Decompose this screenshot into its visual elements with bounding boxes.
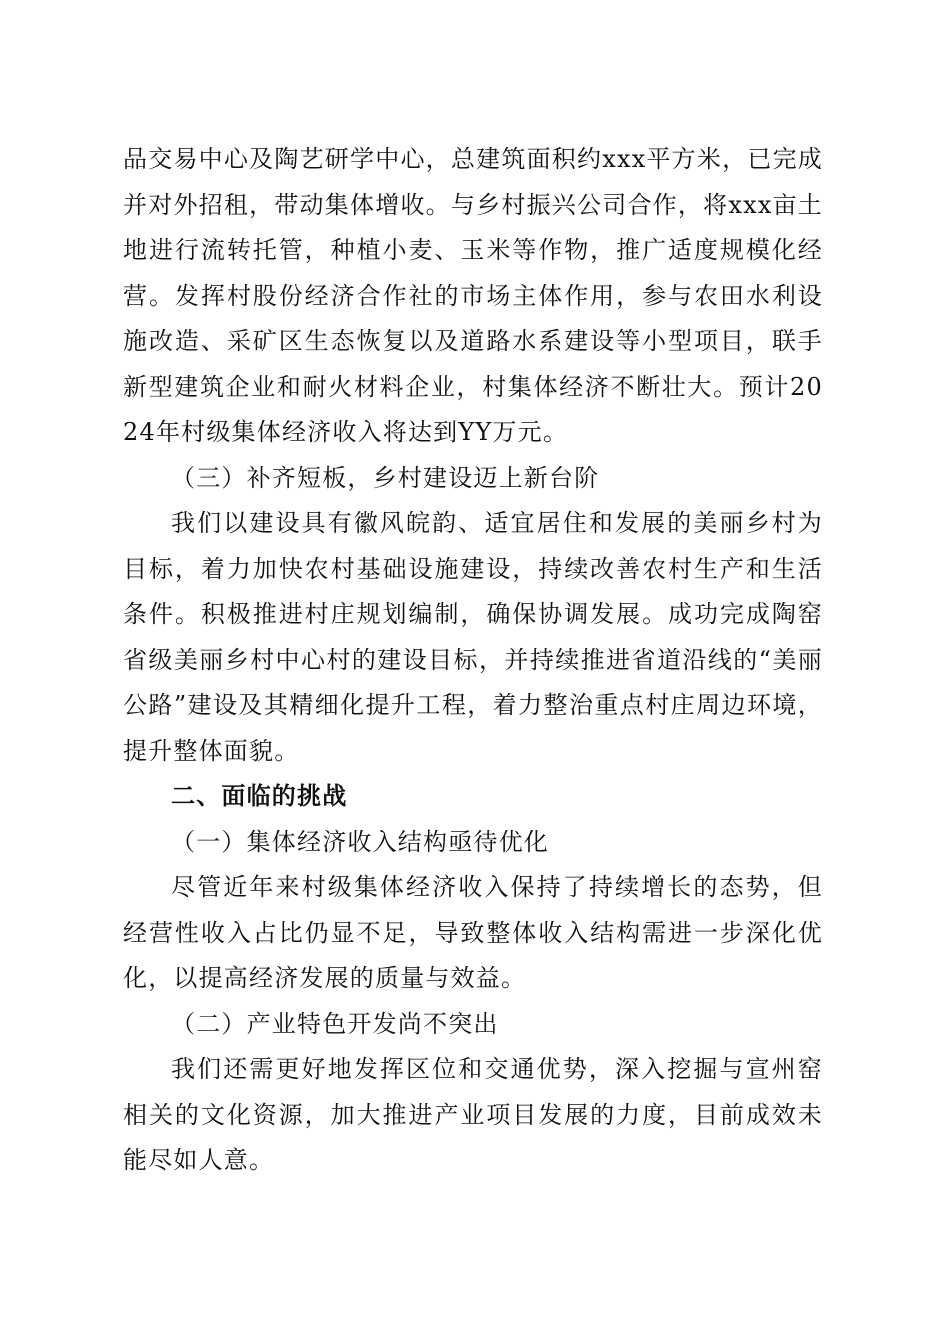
paragraph-income-structure: 尽管近年来村级集体经济收入保持了持续增长的态势，但经营性收入占比仍显不足，导致整体收入结构需进一步深化优化，以提高经济发展的质量与效益。 [123, 873, 823, 992]
subheading-rural-construction: （三）补齐短板，乡村建设迈上新台阶 [171, 463, 600, 492]
paragraph-beautiful-village: 我们以建设具有徽风皖韵、适宜居住和发展的美丽乡村为目标，着力加快农村基础设施建设，持续改善农村生产和生活条件。积极推进村庄规划编制，确保协调发展。成功完成陶窑省级美丽乡村中心村的建设目标，并持续推进省道沿线的“美丽公路”建设及其精细化提升工程，着力整治重点村庄周边环境，提升整体面貌。 [123, 509, 823, 765]
document-body [123, 137, 823, 1184]
paragraph-industry-features: 我们还需更好地发挥区位和交通优势，深入挖掘与宣州窑相关的文化资源，加大推进产业项目发展的力度，目前成效未能尽如人意。 [123, 1055, 823, 1174]
subheading-income-structure: （一）集体经济收入结构亟待优化 [171, 827, 549, 856]
subheading-industry-features: （二）产业特色开发尚不突出 [171, 1009, 499, 1038]
section-heading-challenges: 二、面临的挑战 [171, 782, 348, 810]
paragraph-continued-collective-income: 品交易中心及陶艺研学中心，总建筑面积约xxx平方米，已完成并对外招租，带动集体增收。与乡村振兴公司合作，将xxx亩土地进行流转托管，种植小麦、玉米等作物，推广适度规模化经营。发挥村股份经济合作社的市场主体作用，参与农田水利设施改造、采矿区生态恢复以及道路水系建设等小型项目，联手新型建筑企业和耐火材料企业，村集体经济不断壮大。预计2024年村级集体经济收入将达到YY万元。 [123, 145, 823, 446]
